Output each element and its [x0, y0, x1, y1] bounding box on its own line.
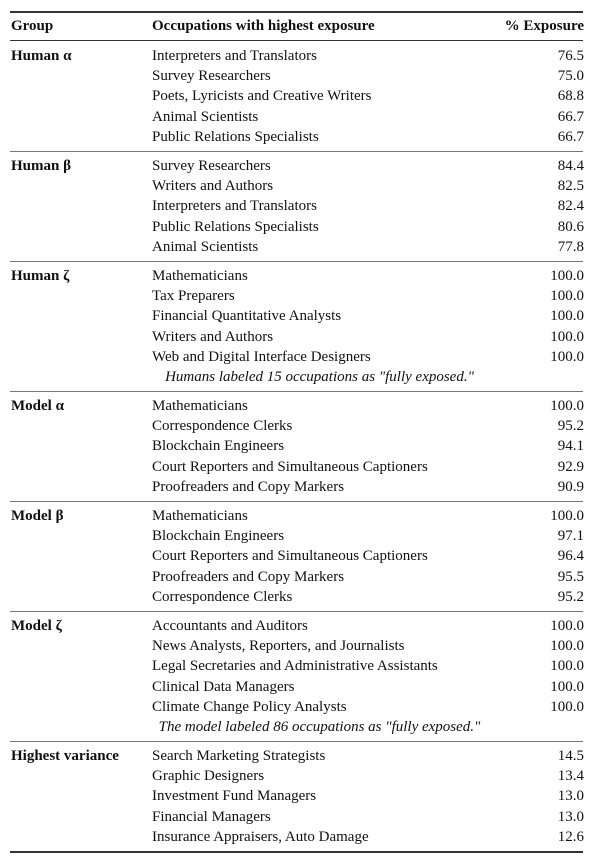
table-row	[0, 526, 601, 546]
table-row	[0, 66, 601, 86]
exposure-cell: 76.5	[557, 48, 584, 64]
occupation-cell: Proofreaders and Copy Markers	[152, 568, 345, 585]
occupation-cell: Court Reporters and Simultaneous Captioners	[152, 548, 428, 565]
table-row	[0, 286, 601, 306]
occupation-cell: Animal Scientists	[152, 238, 259, 255]
exposure-cell: 75.0	[557, 68, 584, 85]
table-row	[0, 546, 601, 566]
occupation-cell: Correspondence Clerks	[152, 418, 293, 435]
header-group: Group	[11, 18, 54, 34]
exposure-cell: 100.0	[550, 638, 584, 655]
exposure-cell: 84.4	[557, 158, 584, 174]
occupation-cell: Financial Quantitative Analysts	[152, 308, 342, 325]
table-row	[0, 237, 601, 257]
table-row	[0, 827, 601, 847]
table-row	[0, 786, 601, 806]
occupation-cell: Proofreaders and Copy Markers	[152, 478, 345, 495]
group-divider	[10, 261, 583, 262]
group-note: The model labeled 86 occupations as "fully exposed."	[158, 719, 481, 735]
exposure-cell: 100.0	[550, 398, 584, 414]
occupation-cell: Survey Researchers	[152, 68, 271, 85]
occupation-cell: Clinical Data Managers	[152, 678, 295, 695]
exposure-cell: 92.9	[557, 458, 584, 475]
table-row	[0, 46, 601, 66]
occupation-cell: Financial Managers	[152, 808, 271, 825]
table-row	[0, 506, 601, 526]
exposure-cell: 100.0	[550, 698, 584, 715]
occupation-cell: Interpreters and Translators	[152, 48, 317, 64]
exposure-cell: 77.8	[557, 238, 584, 255]
group-name: Human ζ	[11, 268, 70, 284]
table-row	[0, 416, 601, 436]
occupation-cell: Survey Researchers	[152, 158, 271, 174]
table-row	[0, 567, 601, 587]
exposure-cell: 13.0	[557, 788, 584, 805]
occupation-cell: Animal Scientists	[152, 108, 259, 125]
header-exposure: % Exposure	[504, 18, 584, 34]
group-name: Model ζ	[11, 618, 62, 634]
exposure-cell: 100.0	[550, 348, 584, 365]
table-row	[0, 217, 601, 237]
table-row	[0, 176, 601, 196]
exposure-cell: 100.0	[550, 658, 584, 675]
table-row	[0, 677, 601, 697]
group-name: Human α	[11, 48, 72, 64]
table-row	[0, 457, 601, 477]
occupation-cell: Legal Secretaries and Administrative Assistants	[152, 658, 438, 675]
exposure-cell: 14.5	[557, 748, 584, 764]
exposure-cell: 100.0	[550, 308, 584, 325]
exposure-cell: 13.0	[557, 808, 584, 825]
table-row	[0, 156, 601, 176]
table-row	[0, 127, 601, 147]
exposure-cell: 100.0	[550, 288, 584, 305]
occupation-cell: Investment Fund Managers	[152, 788, 317, 805]
exposure-cell: 100.0	[550, 618, 584, 634]
exposure-cell: 95.5	[557, 568, 584, 585]
exposure-cell: 66.7	[557, 128, 584, 145]
table-row	[0, 266, 601, 286]
exposure-cell: 68.8	[557, 88, 584, 105]
group-name: Model α	[11, 398, 64, 414]
occupation-cell: Writers and Authors	[152, 328, 274, 345]
group-divider	[10, 151, 583, 152]
occupation-cell: Correspondence Clerks	[152, 588, 293, 605]
occupation-cell: Interpreters and Translators	[152, 198, 317, 215]
table-row	[0, 196, 601, 216]
exposure-cell: 80.6	[557, 218, 584, 235]
occupation-cell: Blockchain Engineers	[152, 438, 285, 455]
occupation-cell: Graphic Designers	[152, 768, 265, 785]
occupation-cell: Web and Digital Interface Designers	[152, 348, 371, 365]
exposure-cell: 82.4	[557, 198, 584, 215]
occupation-cell: Mathematicians	[152, 268, 248, 284]
table-row	[0, 766, 601, 786]
table-row	[0, 746, 601, 766]
table-row	[0, 327, 601, 347]
occupation-cell: Writers and Authors	[152, 178, 274, 195]
group-name: Model β	[11, 508, 64, 524]
occupation-cell: Mathematicians	[152, 398, 248, 414]
table-row	[0, 107, 601, 127]
group-divider	[10, 501, 583, 502]
occupation-cell: Blockchain Engineers	[152, 528, 285, 545]
group-divider	[10, 741, 583, 742]
group-divider	[10, 611, 583, 612]
occupation-cell: Search Marketing Strategists	[152, 748, 326, 764]
exposure-cell: 97.1	[557, 528, 584, 545]
table-row	[0, 347, 601, 367]
group-divider	[10, 391, 583, 392]
occupation-cell: Insurance Appraisers, Auto Damage	[152, 828, 369, 845]
exposure-cell: 94.1	[557, 438, 584, 455]
occupation-cell: Tax Preparers	[152, 288, 235, 305]
occupation-cell: Climate Change Policy Analysts	[152, 698, 347, 715]
table-header	[0, 0, 601, 40]
occupation-cell: News Analysts, Reporters, and Journalists	[152, 638, 405, 655]
group-name: Human β	[11, 158, 71, 174]
group-note: Humans labeled 15 occupations as "fully exposed."	[165, 369, 474, 385]
header-rule	[10, 40, 583, 41]
header-occupations: Occupations with highest exposure	[152, 18, 375, 34]
exposure-cell: 90.9	[557, 478, 584, 495]
exposure-cell: 100.0	[550, 678, 584, 695]
table-row	[0, 477, 601, 497]
table-row	[0, 306, 601, 326]
exposure-cell: 100.0	[550, 268, 584, 284]
table-row	[0, 656, 601, 676]
occupation-cell: Mathematicians	[152, 508, 248, 524]
exposure-cell: 82.5	[557, 178, 584, 195]
table-row	[0, 636, 601, 656]
group-name: Highest variance	[11, 748, 119, 764]
exposure-cell: 95.2	[557, 588, 584, 605]
table-row	[0, 807, 601, 827]
table-row	[0, 587, 601, 607]
occupation-cell: Court Reporters and Simultaneous Captioners	[152, 458, 428, 475]
occupation-cell: Public Relations Specialists	[152, 218, 319, 235]
exposure-cell: 13.4	[557, 768, 584, 785]
exposure-cell: 96.4	[557, 548, 584, 565]
table-row	[0, 616, 601, 636]
exposure-cell: 100.0	[550, 328, 584, 345]
exposure-cell: 95.2	[557, 418, 584, 435]
occupation-cell: Poets, Lyricists and Creative Writers	[152, 88, 372, 105]
table-row	[0, 86, 601, 106]
table-row	[0, 436, 601, 456]
table-row	[0, 396, 601, 416]
occupation-cell: Public Relations Specialists	[152, 128, 319, 145]
bottom-rule	[10, 851, 583, 853]
table-row	[0, 697, 601, 717]
exposure-cell: 66.7	[557, 108, 584, 125]
exposure-cell: 12.6	[557, 828, 584, 845]
occupation-cell: Accountants and Auditors	[152, 618, 308, 634]
exposure-cell: 100.0	[550, 508, 584, 524]
